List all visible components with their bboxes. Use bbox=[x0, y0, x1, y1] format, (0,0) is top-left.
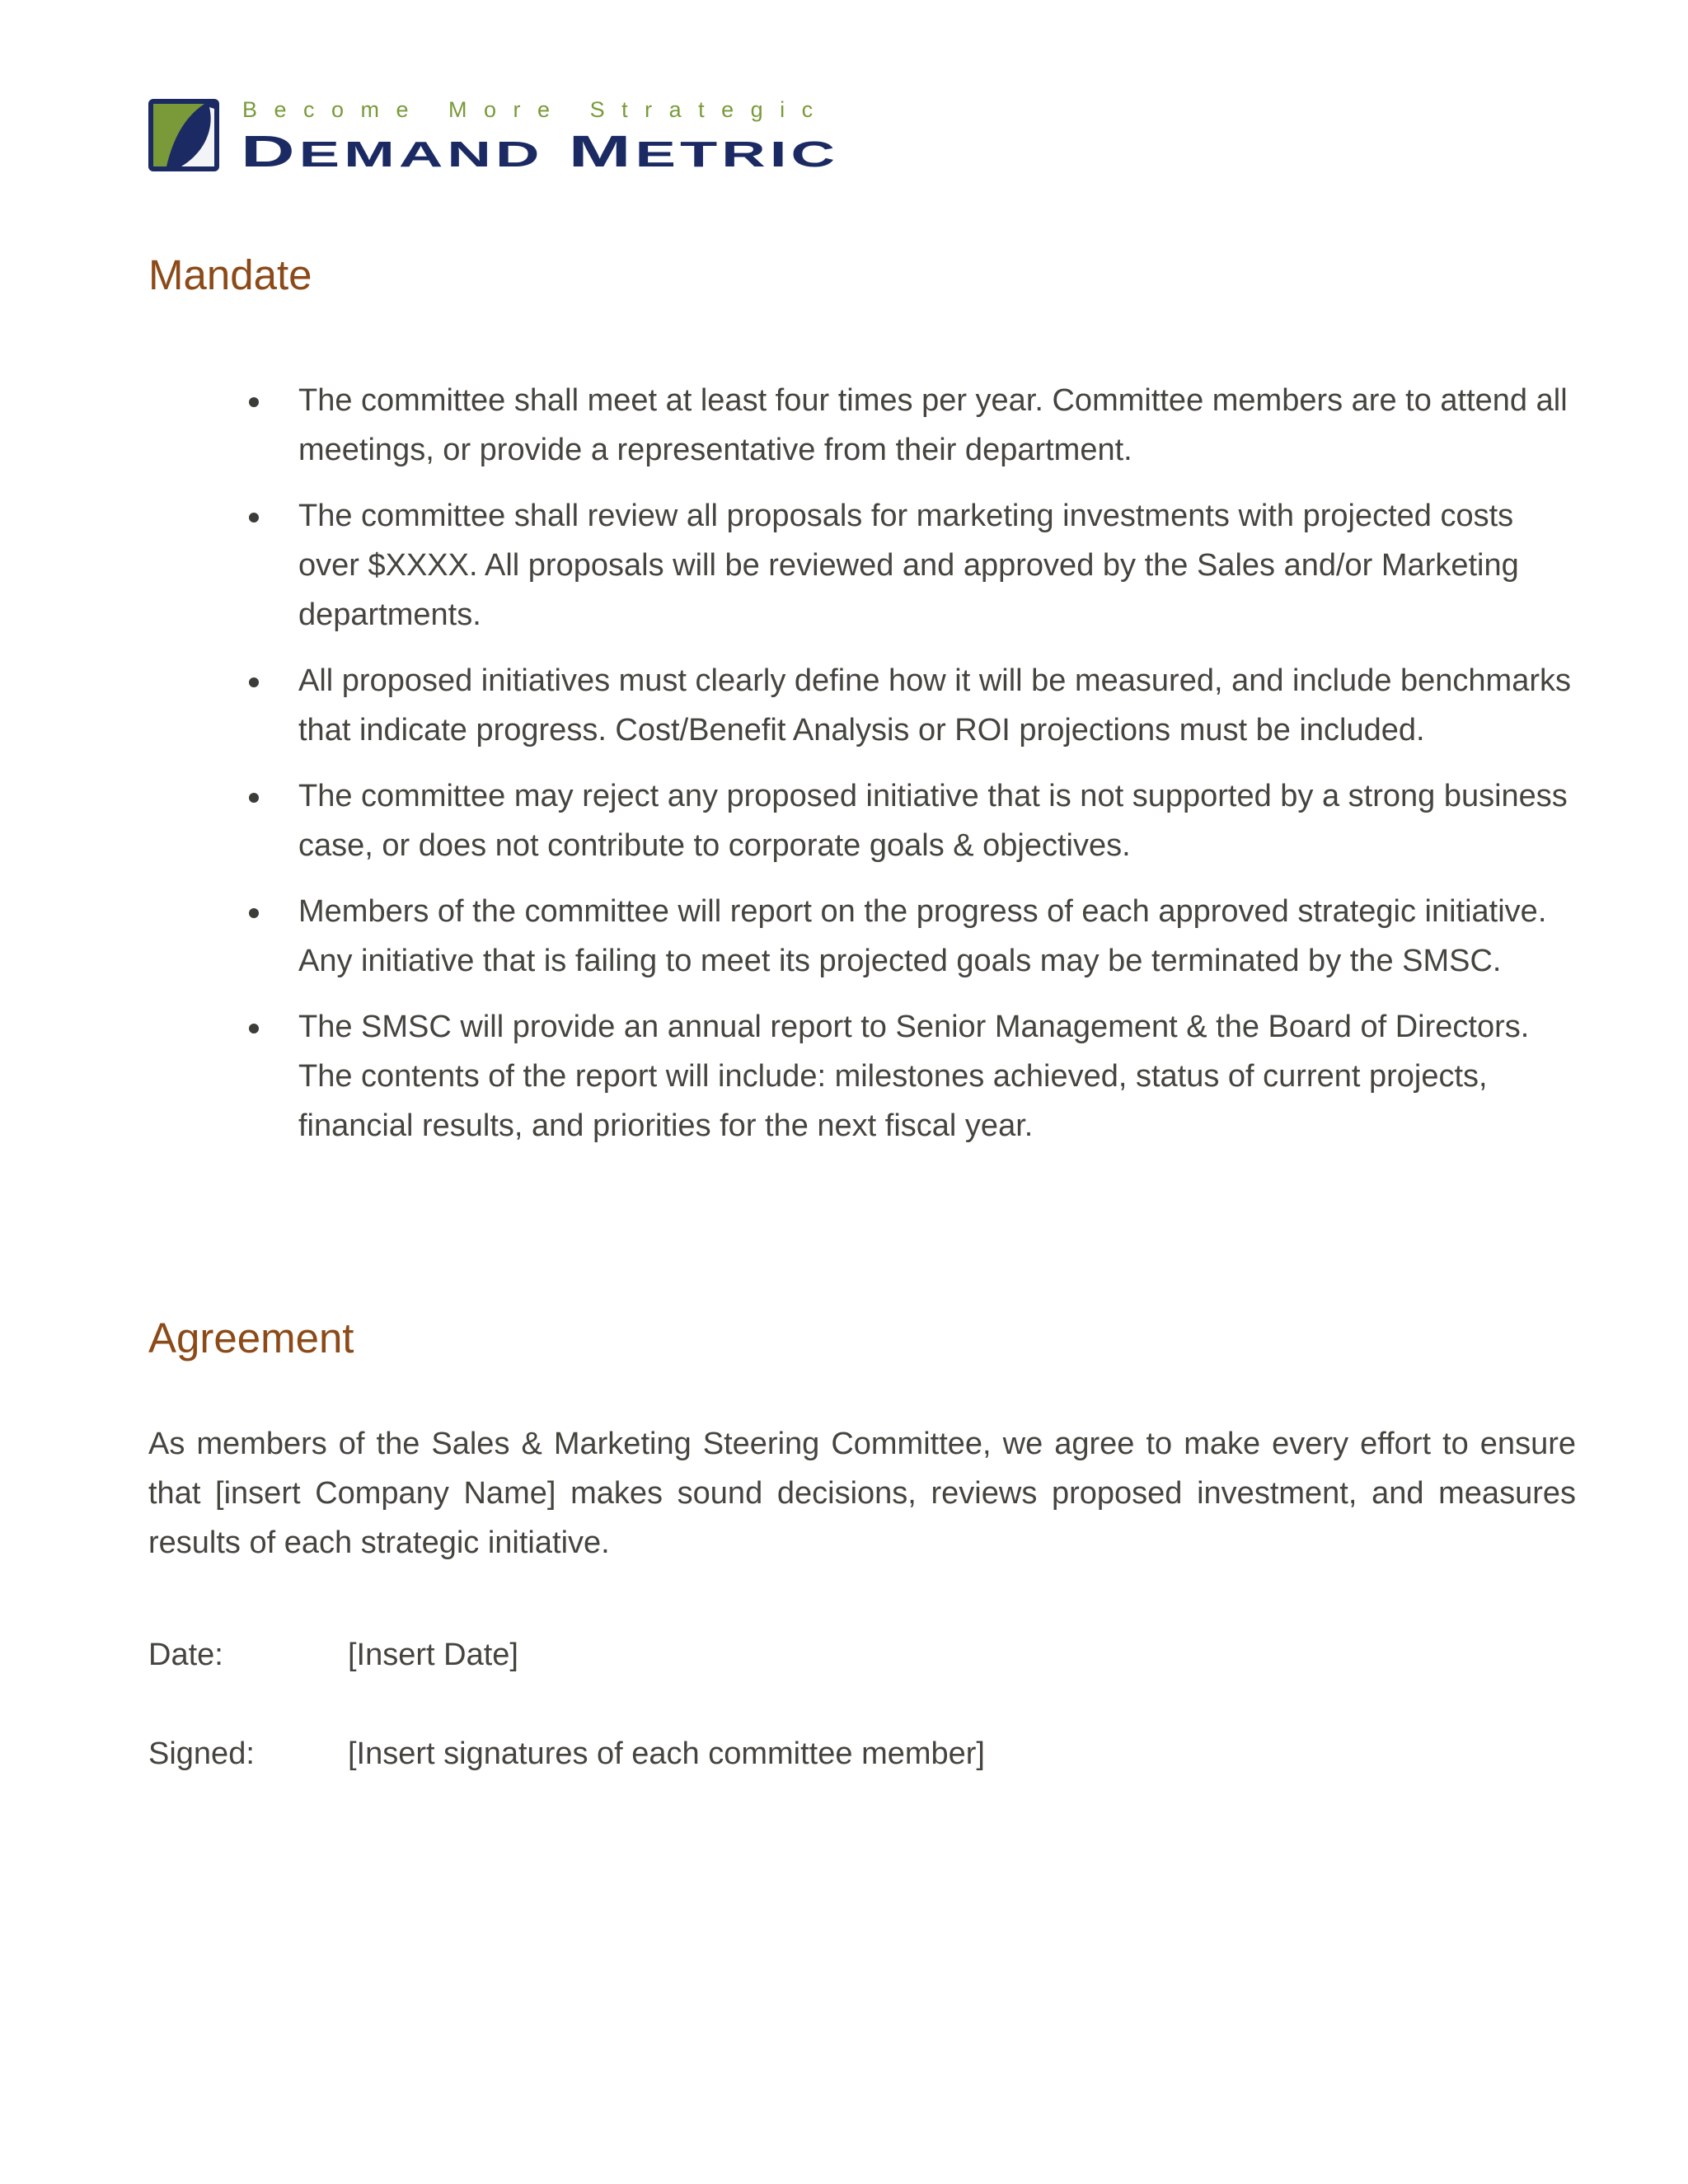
mandate-item bbox=[148, 376, 1574, 475]
logo-tagline: Become More Strategic bbox=[242, 97, 830, 122]
mandate-item-text: All proposed initiatives must clearly define how it will be measured, and include benchmarks that indicate progress. Cost/Benefit Analysis or ROI projections must be included. bbox=[298, 663, 1571, 748]
logo-mark-icon bbox=[148, 99, 219, 171]
agreement-body: As members of the Sales & Marketing Steering Committee, we agree to make every effort to ensure that [insert Company Name] makes sound decisions, reviews proposed investment, and measures results of each strategic initiative. bbox=[148, 1427, 1576, 1560]
logo-wordmark bbox=[241, 127, 842, 170]
mandate-item bbox=[148, 656, 1574, 755]
bullet-icon bbox=[249, 397, 259, 407]
bullet-icon bbox=[249, 1024, 259, 1033]
bullet-icon bbox=[249, 793, 259, 803]
demand-metric-logo bbox=[148, 97, 830, 173]
mandate-item-text: The committee shall review all proposals for marketing investments with projected costs over $XXXX. All proposals will be reviewed and approved by the Sales and/or Marketing departments. bbox=[298, 499, 1519, 632]
logo-wordmark-text: D EMAND M ETRIC bbox=[241, 127, 757, 170]
date-value: [Insert Date] bbox=[348, 1638, 518, 1672]
signed-value: [Insert signatures of each committee member] bbox=[348, 1736, 985, 1771]
bullet-icon bbox=[249, 677, 259, 687]
mandate-item bbox=[148, 887, 1574, 986]
mandate-item bbox=[148, 1002, 1574, 1151]
mandate-item-text: The committee may reject any proposed initiative that is not supported by a strong business case, or does not contribute to corporate goals & objectives. bbox=[298, 779, 1568, 863]
mandate-item-text: Members of the committee will report on the progress of each approved strategic initiative. Any initiative that is failing to meet its projected goals may be terminated by the SMSC. bbox=[298, 894, 1547, 978]
mandate-item-text: The SMSC will provide an annual report to Senior Management & the Board of Directors. The contents of the report will include: milestones achieved, status of current projects, financial results, and priorities for the next fiscal year. bbox=[298, 1010, 1530, 1143]
mandate-item bbox=[148, 771, 1574, 870]
agreement-heading: Agreement bbox=[148, 1315, 354, 1361]
bullet-icon bbox=[249, 908, 259, 918]
date-label: Date: bbox=[148, 1638, 223, 1672]
signed-label: Signed: bbox=[148, 1736, 255, 1771]
bullet-icon bbox=[249, 513, 259, 523]
mandate-item bbox=[148, 491, 1574, 640]
mandate-list bbox=[148, 376, 1574, 1167]
mandate-heading: Mandate bbox=[148, 251, 312, 298]
mandate-item-text: The committee shall meet at least four times per year. Committee members are to attend all meetings, or provide a representative from their department. bbox=[298, 383, 1568, 467]
